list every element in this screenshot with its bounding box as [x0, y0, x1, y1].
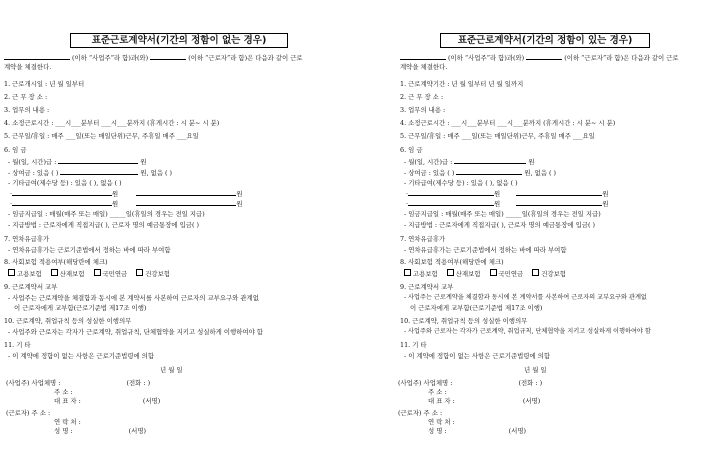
contract-indefinite [0, 0, 356, 452]
signing-date: 년 월 일 [524, 366, 547, 374]
obligation-heading: 10. 근로계약, 취업규칙 등의 성실한 이행의무 [400, 317, 528, 325]
employer-name-line: (사업주) 사업체명 : (전화 : ) [6, 379, 151, 387]
checkbox[interactable] [94, 269, 101, 276]
other-heading: 11. 기 타 [4, 341, 31, 349]
pay-date-line: - 임금지급일 : 매월(매주 또는 매일) _____일(휴일의 경우는 전일 지급) [404, 210, 601, 218]
insurance-heading: 8. 사회보험 적용여부(해당란에 체크) [400, 258, 504, 266]
employer-address-line: 주 소 : [54, 388, 73, 396]
other-text: - 이 계약에 정함이 없는 사항은 근로기준법령에 의함 [8, 352, 155, 360]
pay-date-line: - 임금지급일 : 매월(매주 또는 매일) _____일(휴일의 경우는 전일 지급) [8, 210, 205, 218]
obligation-heading: 10. 근로계약, 취업규칙 등의 성실한 이행의무 [4, 317, 132, 325]
working-hours-clause: 4. 소정근로시간 : ___시___분부터 ___시___분까지 (휴게시간 : 시 분~ 시 분) [4, 119, 220, 127]
bonus-line: - 상여금 : 있음 ( ) 원, 없음 ( ) [404, 169, 557, 177]
contract-fixed-term [364, 0, 720, 452]
workdays-clause: 5. 근무일/휴일 : 매주 ___일(또는 매일단위)근무, 주휴일 매주 ___요일 [400, 132, 595, 140]
employer-blank [4, 53, 70, 60]
document-title: 표준근로계약서(기간의 정함이 없는 경우) [70, 33, 288, 48]
signing-date: 년 월 일 [160, 366, 183, 374]
other-pay-line: - 기타급여(제수당 등) : 있음 ( ), 없음 ( ) [8, 179, 122, 187]
annual-leave-text: - 연차유급휴가는 근로기준법에서 정하는 바에 따라 부여함 [404, 246, 567, 254]
worker-name-line: 성 명 : (서명) [54, 427, 146, 435]
pay-method-line: - 지급방법 : 근로자에게 직접지급( ), 근로자 명의 예금통장에 입금( ) [404, 221, 595, 229]
insurance-options: 고용보험 산재보험 국민연금 건강보험 [404, 269, 573, 278]
signature-mark: (서명) [128, 427, 146, 435]
wage-line: - 월(일, 시간)급 : 원 [8, 158, 147, 166]
workplace-clause: 2. 근 무 장 소 : [4, 93, 48, 101]
wage-heading: 6. 임 금 [400, 146, 423, 154]
employer-address-line: 주 소 : [428, 388, 447, 396]
job-description-clause: 3. 업무의 내용 : [4, 106, 50, 114]
employer-rep-line: 대 표 자 : (서명) [428, 397, 541, 405]
pay-method-line: - 지급방법 : 근로자에게 직접지급( ), 근로자 명의 예금통장에 입금( ) [8, 221, 199, 229]
employer-rep-line: 대 표 자 : (서명) [54, 397, 161, 405]
checkbox[interactable] [490, 269, 497, 276]
wage-line: - 월(일, 시간)급 : 원 [404, 158, 535, 166]
worker-contact-line: 연 락 처 : [428, 418, 455, 426]
checkbox[interactable] [136, 269, 143, 276]
employer-blank [400, 53, 446, 60]
signature-mark: (서명) [508, 427, 526, 435]
annual-leave-heading: 7. 연차유급휴가 [4, 235, 50, 243]
checkbox[interactable] [404, 269, 411, 276]
other-heading: 11. 기 타 [400, 341, 427, 349]
intro-line-2: 계약을 체결한다. [4, 63, 52, 71]
contract-delivery-text-2: 이 근로자에게 교부함(근로기준법 제17조 이행) [410, 304, 543, 312]
other-pay-row-1: · 원 원 [10, 190, 243, 198]
worker-contact-line: 연 락 처 : [54, 418, 81, 426]
other-pay-line: - 기타급여(제수당 등) : 있음 ( ), 없음 ( ) [404, 179, 518, 187]
wage-heading: 6. 임 금 [4, 146, 27, 154]
contract-delivery-heading: 9. 근로계약서 교부 [4, 283, 58, 291]
signature-mark: (서명) [522, 397, 541, 405]
annual-leave-heading: 7. 연차유급휴가 [400, 235, 446, 243]
worker-address-line: (근로자) 주 소 : [6, 409, 51, 417]
signature-mark: (서명) [142, 397, 161, 405]
obligation-text: - 사업주와 근로자는 각자가 근로계약, 취업규칙, 단체협약을 지키고 성실하게 이행하여야 함 [8, 328, 263, 336]
contract-delivery-heading: 9. 근로계약서 교부 [400, 283, 454, 291]
intro-line: (이하 “사업주”라 함)과(와) (이하 “근로자”라 함)은 다음과 같이 근로 [400, 53, 679, 62]
other-pay-row-2: · 원 원 [10, 200, 243, 208]
worker-blank [526, 53, 562, 60]
insurance-heading: 8. 사회보험 적용여부(해당란에 체크) [4, 258, 108, 266]
workdays-clause: 5. 근무일/휴일 : 매주 ___일(또는 매일단위)근무, 주휴일 매주 ___요일 [4, 132, 199, 140]
other-pay-row-1: · 원 원 [406, 190, 609, 198]
other-pay-row-2: · 원 원 [406, 200, 609, 208]
employer-name-line: (사업주) 사업체명 : (전화 : ) [398, 379, 543, 387]
document-title: 표준근로계약서(기간의 정함이 있는 경우) [440, 33, 650, 48]
job-description-clause: 3. 업무의 내용 : [400, 106, 446, 114]
checkbox[interactable] [532, 269, 539, 276]
insurance-options: 고용보험 산재보험 국민연금 건강보험 [8, 269, 177, 278]
workplace-clause: 2. 근 무 장 소 : [400, 93, 444, 101]
contract-delivery-text-1: - 사업주는 근로계약을 체결함과 동시에 본 계약서를 사본하여 근로자의 교부요구와 관계없 [8, 294, 259, 302]
other-text: - 이 계약에 정함이 없는 사항은 근로기준법령에 의함 [404, 352, 551, 360]
worker-name-line: 성 명 : (서명) [428, 427, 526, 435]
checkbox[interactable] [51, 269, 58, 276]
annual-leave-text: - 연차유급휴가는 근로기준법에서 정하는 바에 따라 부여함 [8, 246, 171, 254]
obligation-text: - 사업주와 근로자는 각자가 근로계약, 취업규칙, 단체협약을 지키고 성실하게 이행하여야 함 [404, 328, 651, 335]
intro-line: (이하 “사업주”라 함)과(와) (이하 “근로자”라 함)은 다음과 같이 근로 [4, 53, 303, 62]
working-hours-clause: 4. 소정근로시간 : ___시___분부터 ___시___분까지 (휴게시간 : 시 분~ 시 분) [400, 119, 616, 127]
worker-address-line: (근로자) 주 소 : [398, 409, 443, 417]
intro-line-2: 계약을 체결한다. [400, 63, 448, 71]
contract-delivery-text-1: - 사업주는 근로계약을 체결함과 동시에 본 계약서를 사본하여 근로자의 교부요구와 관계없 [404, 294, 647, 301]
worker-blank [150, 53, 186, 60]
checkbox[interactable] [447, 269, 454, 276]
checkbox[interactable] [8, 269, 15, 276]
contract-delivery-text-2: 이 근로자에게 교부함(근로기준법 제17조 이행) [14, 304, 147, 312]
start-date-clause: 1. 근로개시일 : 년 월 일부터 [4, 80, 85, 88]
bonus-line: - 상여금 : 있음 ( ) 원, 없음 ( ) [8, 169, 173, 177]
contract-period-clause: 1. 근로계약기간 : 년 월 일부터 년 월 일까지 [400, 80, 524, 88]
